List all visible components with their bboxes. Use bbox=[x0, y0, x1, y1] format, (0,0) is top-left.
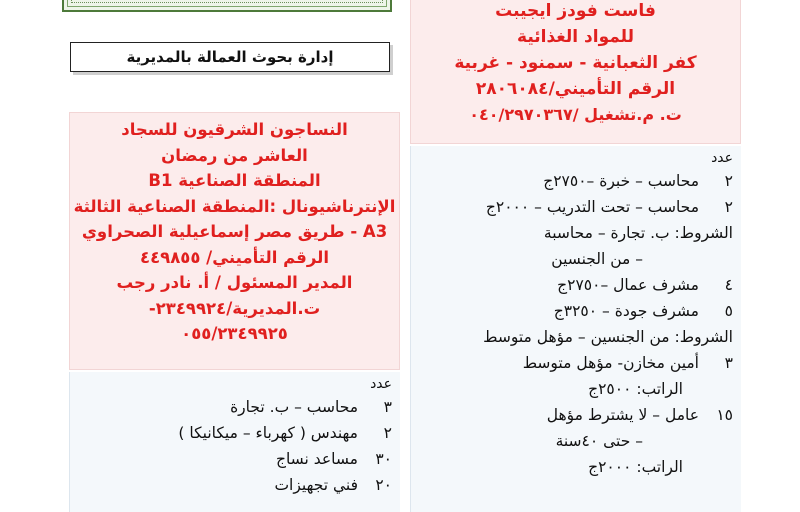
count-column-label: عدد bbox=[370, 376, 392, 392]
job-list-fast-foods bbox=[410, 146, 741, 512]
job-detail: – من الجنسين bbox=[551, 250, 643, 268]
job-count: ٣ bbox=[383, 398, 392, 416]
job-count: ١٥ bbox=[716, 406, 733, 424]
job-title: عامل – لا يشترط مؤهل bbox=[546, 406, 699, 424]
job-item bbox=[70, 446, 392, 472]
company-name: فاست فودز ايجيبت bbox=[495, 1, 656, 21]
job-item bbox=[70, 472, 392, 498]
job-title: محاسب – خبرة –٢٧٥٠ج bbox=[543, 172, 699, 190]
job-item bbox=[411, 168, 733, 194]
job-conditions: الشروط: من الجنسين – مؤهل متوسط bbox=[483, 328, 733, 346]
company-phone: ت.المديرية/٢٣٤٩٩٢٤- bbox=[148, 298, 321, 318]
job-count: ٣ bbox=[724, 354, 733, 372]
job-conditions: الشروط: ب. تجارة – محاسبة bbox=[543, 224, 733, 242]
job-title: مشرف عمال –٢٧٥٠ج bbox=[557, 276, 699, 294]
job-list-carpets bbox=[69, 372, 400, 512]
job-detail: الراتب: ٢٠٠٠ج bbox=[588, 458, 683, 476]
job-title: مهندس ( كهرباء – ميكانيكا ) bbox=[178, 424, 358, 442]
job-item bbox=[70, 394, 392, 420]
job-count: ٥ bbox=[724, 302, 733, 320]
company-phone-2: ٠٥٥/٢٣٤٩٩٢٥ bbox=[181, 324, 288, 343]
company-branch: الإنترناشيونال :المنطقة الصناعية الثالثة bbox=[73, 196, 396, 216]
job-item bbox=[70, 420, 392, 446]
job-count: ٢ bbox=[724, 198, 733, 216]
job-count: ٣٠ bbox=[375, 450, 392, 468]
job-title: محاسب – ب. تجارة bbox=[230, 398, 358, 416]
decorative-frame bbox=[62, 0, 392, 12]
job-title: أمين مخازن- مؤهل متوسط bbox=[522, 354, 699, 372]
job-count: ٢٠ bbox=[375, 476, 392, 494]
company-insurance-number: الرقم التأميني/ ٤٤٩٨٥٥ bbox=[140, 247, 329, 267]
section-header-title: إدارة بحوث العمالة بالمديرية bbox=[126, 48, 334, 66]
company-activity: للمواد الغذائية bbox=[517, 27, 634, 47]
company-address: كفر الثعبانية - سمنود - غربية bbox=[454, 53, 697, 73]
job-item bbox=[411, 350, 733, 376]
section-header bbox=[70, 42, 390, 72]
job-title: محاسب – تحت التدريب – ٢٠٠٠ج bbox=[485, 198, 699, 216]
job-detail: الراتب: ٢٥٠٠ج bbox=[588, 380, 683, 398]
job-count: ٤ bbox=[724, 276, 733, 294]
job-count: ٢ bbox=[724, 172, 733, 190]
job-detail: – حتى ٤٠سنة bbox=[555, 432, 643, 450]
job-count: ٢ bbox=[383, 424, 392, 442]
company-card-carpets bbox=[69, 112, 400, 370]
count-column-label: عدد bbox=[711, 150, 733, 166]
company-name: النساجون الشرقيون للسجاد bbox=[121, 120, 348, 139]
job-title: مساعد نساج bbox=[275, 450, 358, 468]
company-zone: المنطقة الصناعية B1 bbox=[148, 171, 321, 190]
job-title: مشرف جودة – ٣٢٥٠ج bbox=[553, 302, 699, 320]
company-manager: المدير المسئول / أ. نادر رجب bbox=[116, 273, 353, 292]
job-item bbox=[411, 298, 733, 324]
job-title: فني تجهيزات bbox=[274, 476, 358, 494]
job-item bbox=[411, 272, 733, 298]
company-city: العاشر من رمضان bbox=[161, 145, 308, 165]
job-item bbox=[411, 402, 733, 428]
company-address: A3 - طريق مصر إسماعيلية الصحراوي bbox=[81, 222, 388, 241]
company-phone: ت. م.تشغيل /٠٤٠/٢٩٧٠٣٦٧ bbox=[469, 105, 682, 124]
job-item bbox=[411, 194, 733, 220]
company-card-fast-foods bbox=[410, 0, 741, 144]
company-insurance-number: الرقم التأميني/٢٨٠٦٠٨٤ bbox=[475, 79, 676, 99]
